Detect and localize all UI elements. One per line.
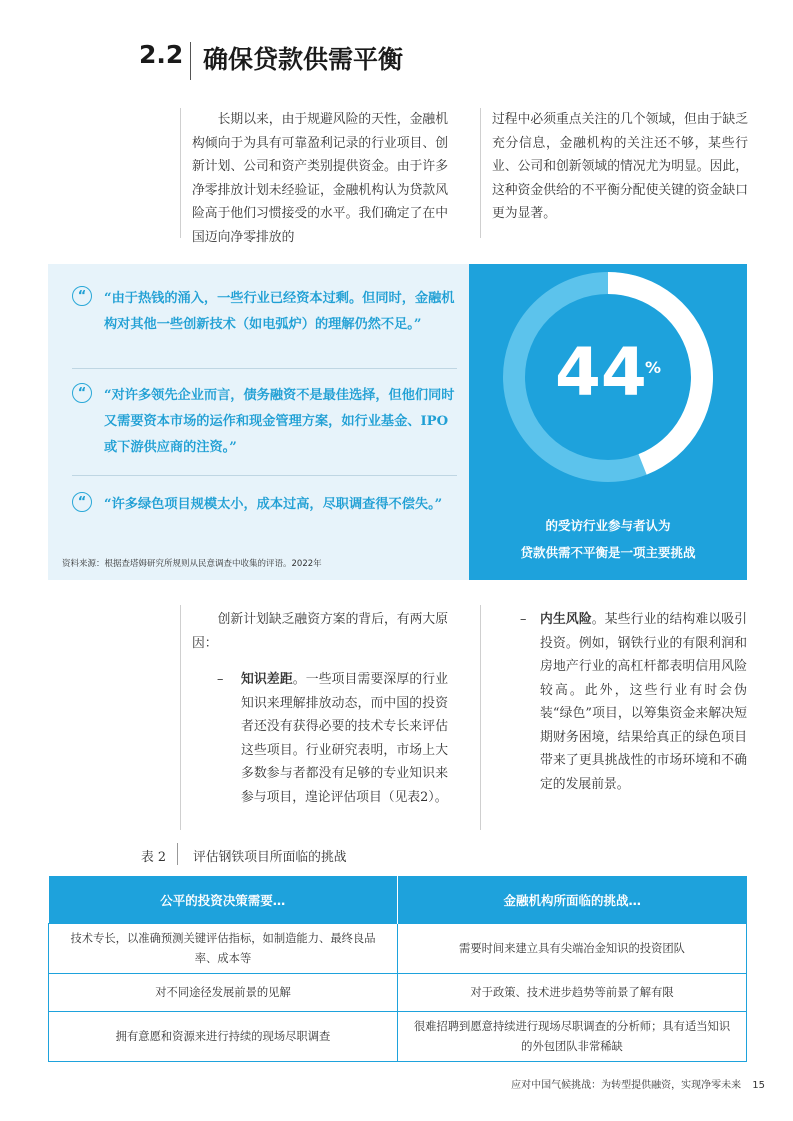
table-cell: 对不同途径发展前景的见解 xyxy=(49,974,398,1012)
quote-text: “许多绿色项目规模太小，成本过高，尽职调查得不偿失。” xyxy=(104,497,443,512)
bullet-heading: 内生风险 xyxy=(540,612,592,627)
table-title: 评估钢铁项目所面临的挑战 xyxy=(193,850,347,865)
intro-right-paragraph: 过程中必须重点关注的几个领域，但由于缺乏充分信息，金融机构的关注还不够，某些行业、公司和创新领域的情况尤为明显。因此，这种资金供给的不平衡分配使关键的资金缺口更为显著。 xyxy=(492,112,748,221)
quote-item xyxy=(72,383,457,461)
table-label: 表 2 xyxy=(141,850,167,865)
quote-divider xyxy=(72,368,457,369)
quote-divider xyxy=(72,475,457,476)
table-cell: 很难招聘到愿意持续进行现场尽职调查的分析师；具有适当知识的外包团队非常稀缺 xyxy=(398,1012,747,1062)
section-number: 2.2 xyxy=(139,40,184,69)
quote-item xyxy=(72,492,457,518)
quote-text: “对许多领先企业而言，债务融资不是最佳选择，但他们同时又需要资本市场的运作和现金管理方案，如行业基金、IPO或下游供应商的注资。” xyxy=(104,388,455,455)
quote-text: “由于热钱的涌入，一些行业已经资本过剩。但同时，金融机构对其他一些创新技术（如电弧炉）的理解仍然不足。” xyxy=(104,291,455,332)
table-cell: 技术专长，以准确预测关键评估指标，如制造能力、最终良品率、成本等 xyxy=(49,924,398,974)
bullet-text: 。一些项目需要深厚的行业知识来理解排放动态，而中国的投资者还没有获得必要的技术专长来评估这些项目。行业研究表明，市场上大多数参与者都没有足够的专业知识来参与项目，遑论评估项目（见表2）。 xyxy=(241,672,449,805)
quote-panel xyxy=(48,264,469,580)
bullet-heading: 知识差距 xyxy=(241,672,293,687)
body-intro: 创新计划缺乏融资方案的背后，有两大原因： xyxy=(192,612,448,651)
intro-left-paragraph: 长期以来，由于规避风险的天性，金融机构倾向于为具有可靠盈利记录的行业项目、创新计划、公司和资产类别提供资金。由于许多净零排放计划未经验证，金融机构认为贷款风险高于他们习惯接受的水平。我们确定了在中国迈向净零排放的 xyxy=(192,112,448,245)
table-cell: 对于政策、技术进步趋势等前景了解有限 xyxy=(398,974,747,1012)
table-row xyxy=(49,924,747,974)
stat-unit: % xyxy=(645,358,662,377)
bullet-knowledge-gap xyxy=(241,668,448,809)
section-title: 确保贷款供需平衡 xyxy=(203,45,404,74)
column-rule-left xyxy=(180,605,181,830)
table-cell: 需要时间来建立具有尖端冶金知识的投资团队 xyxy=(398,924,747,974)
bullet-endogenous-risk xyxy=(540,608,747,796)
table-caption-divider xyxy=(177,843,178,865)
stat-caption-line1: 的受访行业参与者认为 xyxy=(545,518,671,533)
table-row xyxy=(49,974,747,1012)
stat-caption-line2: 贷款供需不平衡是一项主要挑战 xyxy=(520,545,696,560)
column-rule-middle xyxy=(480,108,481,238)
heading-divider xyxy=(190,42,191,80)
bullet-text: 。某些行业的结构难以吸引投资。例如，钢铁行业的有限利润和房地产行业的高杠杆都表明信用风险较高。此外，这些行业有时会伪装“绿色”项目，以筹集资金来解决短期财务困境，结果给真正的绿色项目带来了更具挑战性的市场环境和不确定的发展前景。 xyxy=(540,612,748,792)
quote-icon: “ xyxy=(72,286,92,306)
page-footer xyxy=(511,1076,765,1091)
stat-value: 44 xyxy=(555,334,647,411)
quote-icon: “ xyxy=(72,492,92,512)
page-number: 15 xyxy=(752,1080,765,1091)
column-rule-middle xyxy=(480,605,481,830)
table-row xyxy=(49,1012,747,1062)
bullet-dash: – xyxy=(520,612,527,627)
table-cell: 拥有意愿和资源来进行持续的现场尽职调查 xyxy=(49,1012,398,1062)
table-header: 金融机构所面临的挑战… xyxy=(398,876,747,924)
quote-item xyxy=(72,286,457,338)
footer-text: 应对中国气候挑战：为转型提供融资，实现净零未来 xyxy=(511,1080,742,1091)
table-header-row xyxy=(49,876,747,924)
column-rule-left xyxy=(180,108,181,238)
quote-icon: “ xyxy=(72,383,92,403)
source-note: 资料来源：根据查塔姆研究所规则从民意调查中收集的评语。2022年 xyxy=(62,559,322,569)
table-header: 公平的投资决策需要… xyxy=(49,876,398,924)
challenges-table xyxy=(48,876,747,1062)
stat-panel xyxy=(469,264,747,580)
bullet-dash: – xyxy=(217,672,224,687)
